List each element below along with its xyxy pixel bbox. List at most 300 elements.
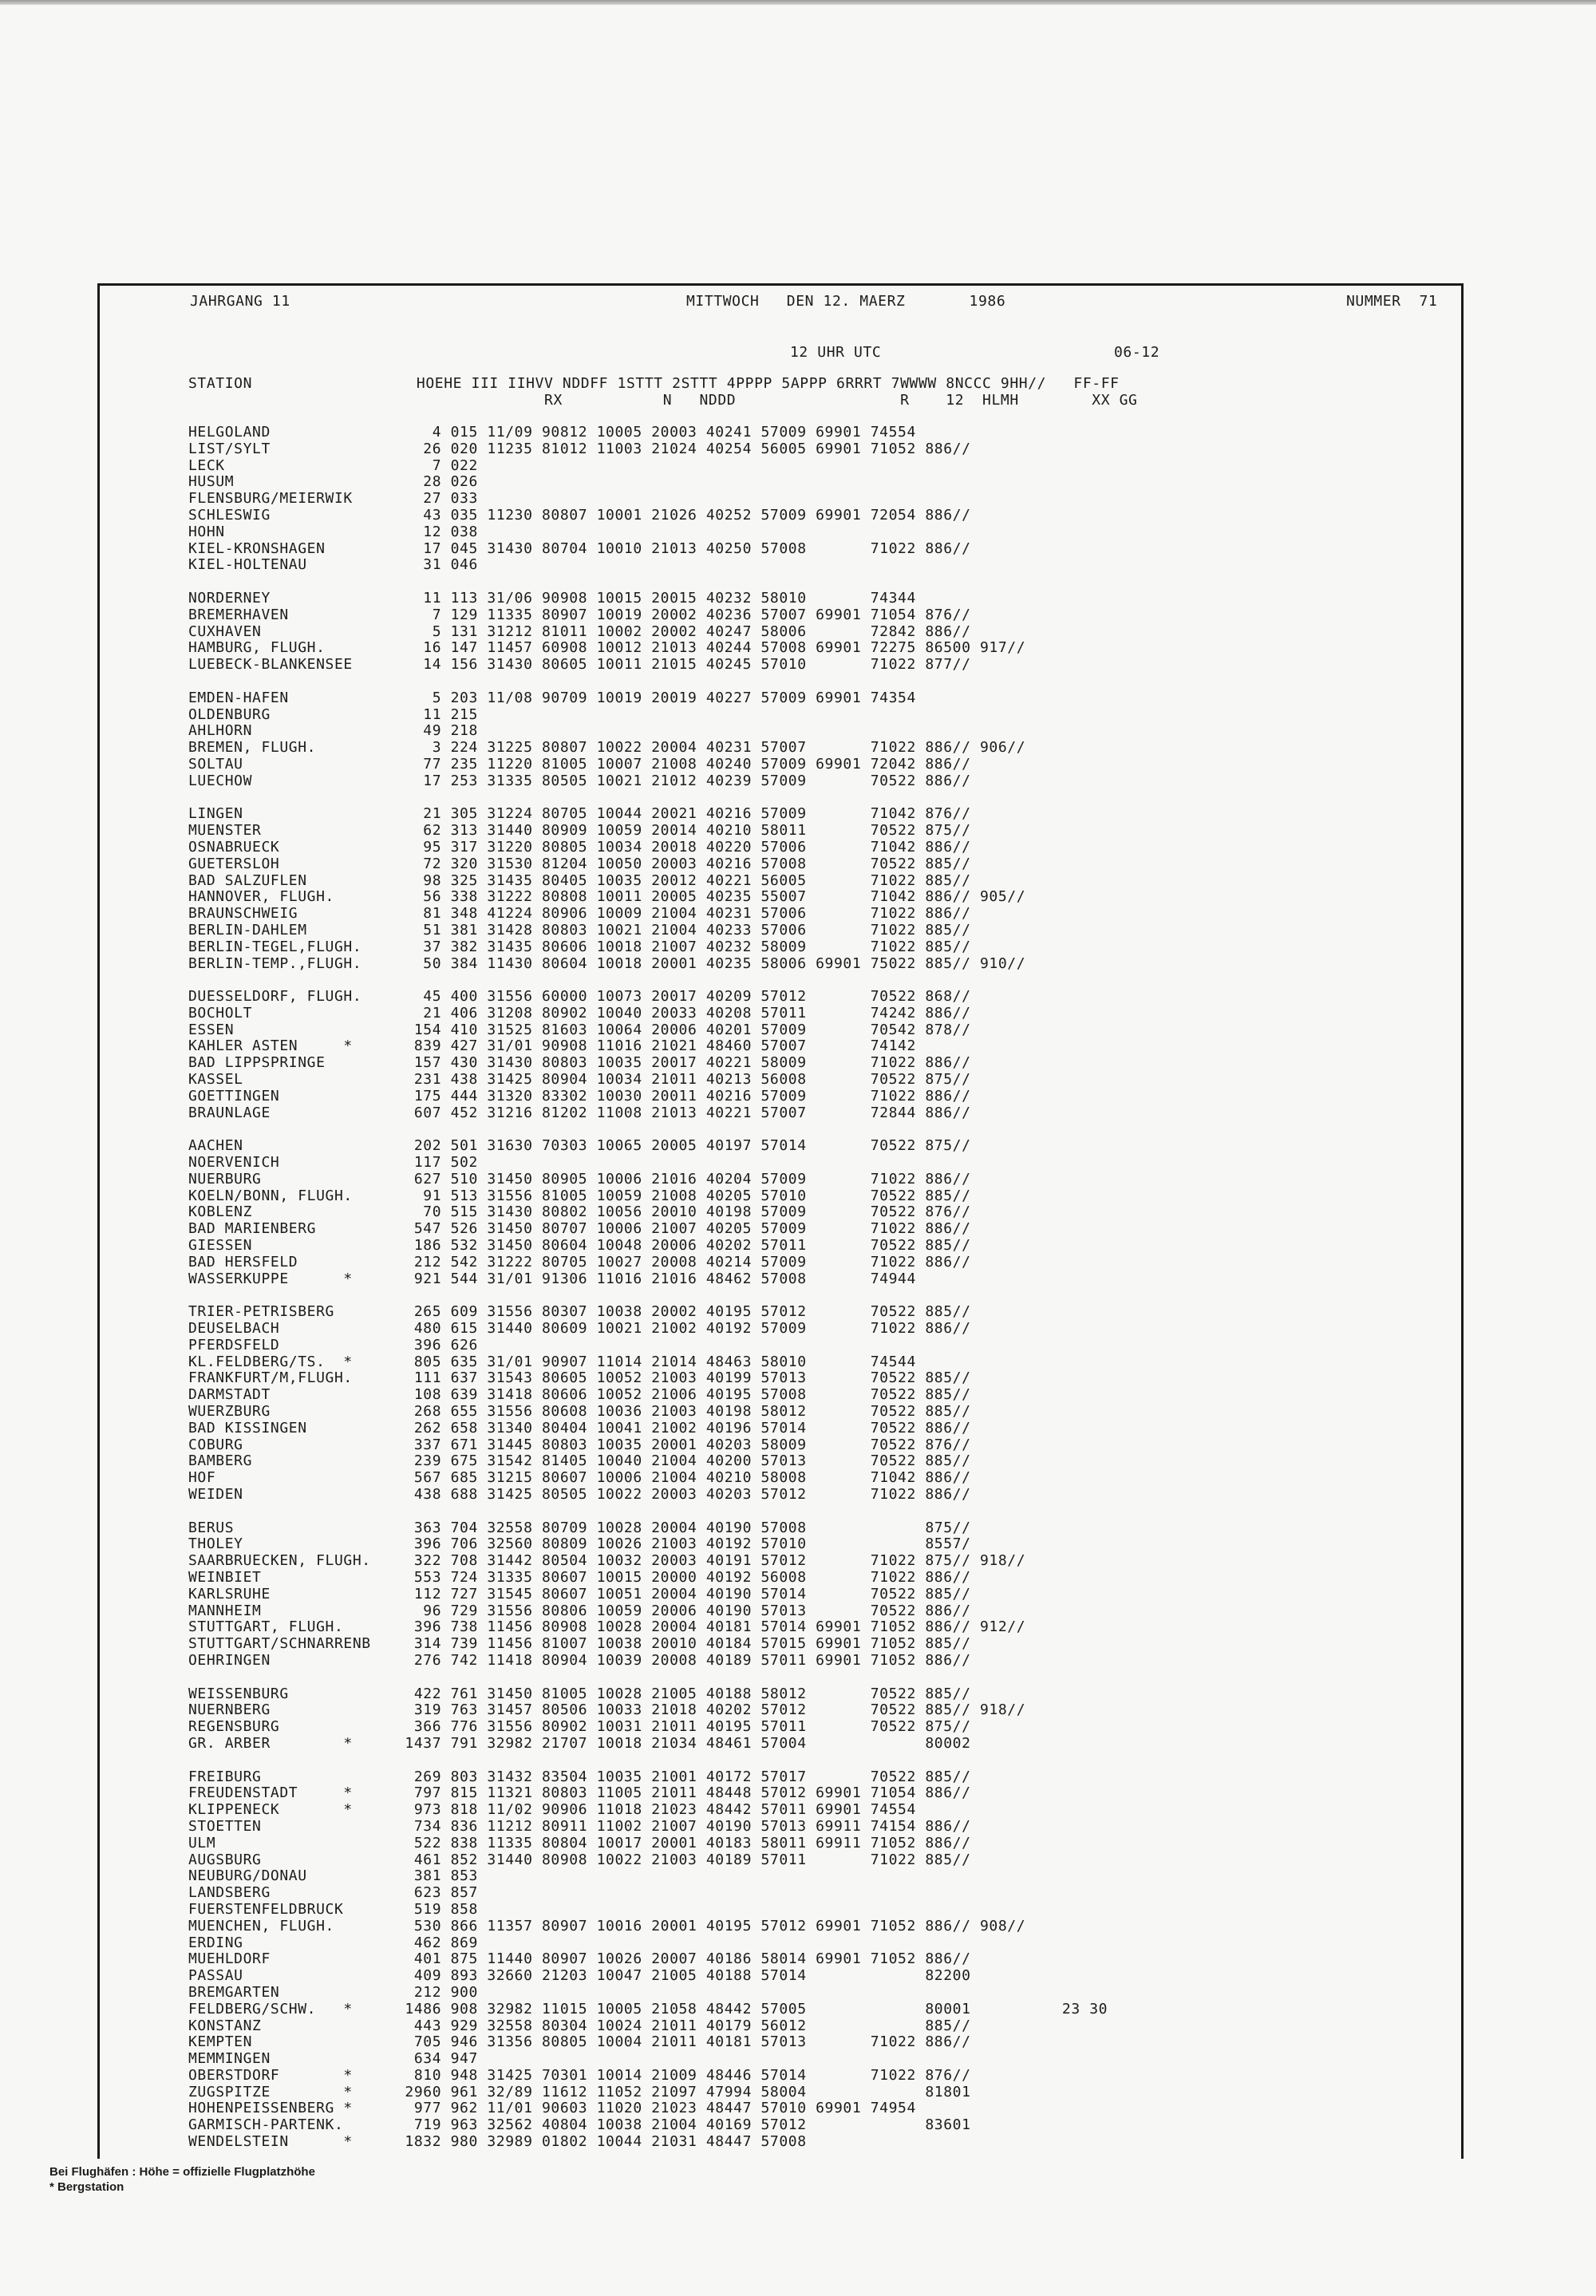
station-name: LUECHOW (188, 772, 253, 789)
station-name: KEMPTEN (188, 2033, 253, 2051)
station-codes: 530 866 11357 80907 10016 20001 40195 57012 69901 71052 886// 908// (396, 1917, 1026, 1934)
table-row (188, 739, 1026, 757)
station-name: COBURG (188, 1436, 243, 1453)
station-name: KOELN/BONN, FLUGH. (188, 1187, 353, 1204)
station-name: FELDBERG/SCHW. * (188, 2000, 353, 2017)
station-codes: 1832 980 32989 01802 10044 21031 48447 57008 (396, 2133, 807, 2151)
station-name: ESSEN (188, 1021, 235, 1038)
table-row (188, 1071, 971, 1089)
station-name: BAMBERG (188, 1452, 253, 1470)
station-name: STOETTEN (188, 1817, 262, 1835)
station-table (188, 424, 1108, 2151)
table-row (188, 855, 971, 873)
station-codes: 91 513 31556 81005 10059 21008 40205 57010 70522 885// (396, 1187, 971, 1204)
group-spacer (188, 574, 396, 591)
station-name: WEISSENBURG (188, 1685, 289, 1702)
station-name: NUERBURG (188, 1170, 262, 1188)
table-row (188, 1867, 478, 1885)
station-codes: 973 818 11/02 90906 11018 21023 48442 57011 69901 74554 (396, 1801, 916, 1819)
station-name: LINGEN (188, 805, 243, 823)
station-codes: 49 218 (396, 722, 478, 740)
station-name: ULM (188, 1834, 216, 1851)
station-name: NORDERNEY (188, 589, 271, 607)
station-codes: 11 215 (396, 705, 478, 723)
station-codes: 2960 961 32/89 11612 11052 21097 47994 58004 81801 (396, 2083, 971, 2100)
station-codes: 14 156 31430 80605 10011 21015 40245 57010 71022 877// (396, 656, 971, 674)
table-row (188, 1685, 971, 1703)
table-row (188, 772, 971, 790)
table-row (188, 705, 478, 724)
station-name: OLDENBURG (188, 705, 271, 723)
station-codes: 202 501 31630 70303 10065 20005 40197 57014 70522 875// (396, 1137, 971, 1155)
legend-mountain-note: * Bergstation (49, 2180, 124, 2194)
station-name: BRAUNSCHWEIG (188, 905, 298, 923)
table-row (188, 424, 916, 441)
station-codes: 112 727 31545 80607 10051 20004 40190 57014 70522 885// (396, 1585, 971, 1602)
table-row (188, 1452, 971, 1470)
station-name: BREMEN, FLUGH. (188, 739, 317, 757)
station-codes: 443 929 32558 80304 10024 21011 40179 56012 885// (396, 2017, 971, 2034)
station-name: FUERSTENFELDBRUCK (188, 1900, 344, 1918)
table-row (188, 1967, 971, 1985)
station-name: BAD SALZUFLEN (188, 871, 307, 889)
station-codes: 157 430 31430 80803 10035 20017 40221 58009 71022 886// (396, 1054, 971, 1072)
table-row (188, 440, 971, 458)
station-name: KLIPPENECK * (188, 1801, 353, 1819)
station-codes: 62 313 31440 80909 10059 20014 40210 58011 70522 875// (396, 822, 971, 840)
station-codes: 265 609 31556 80307 10038 20002 40195 57012 70522 885// (396, 1303, 971, 1321)
station-codes: 461 852 31440 80908 10022 21003 40189 57011 71022 885// (396, 1851, 971, 1868)
table-row (188, 1320, 971, 1338)
station-name: GARMISCH-PARTENK. (188, 2116, 344, 2134)
station-codes: 401 875 11440 80907 10026 20007 40186 58014 69901 71052 886// (396, 1950, 971, 1968)
table-row (188, 1568, 971, 1587)
table-row (188, 722, 478, 740)
station-codes: 21 406 31208 80902 10040 20033 40208 57011 74242 886// (396, 1004, 971, 1022)
station-codes: 111 637 31543 80605 10052 21003 40199 57013 70522 885// (396, 1369, 971, 1387)
station-codes: 12 038 (396, 523, 478, 540)
station-codes: 5 131 31212 81011 10002 20002 40247 58006 72842 886// (396, 622, 971, 640)
station-codes: 70 515 31430 80802 10056 20010 40198 57009 70522 876// (396, 1203, 971, 1221)
station-name: BRAUNLAGE (188, 1104, 271, 1121)
station-codes: 553 724 31335 80607 10015 20000 40192 56008 71022 886// (396, 1568, 971, 1586)
station-codes: 805 635 31/01 90907 11014 21014 48463 58010 74544 (396, 1353, 916, 1370)
table-row (188, 490, 478, 508)
table-row (188, 1950, 971, 1968)
station-codes: 154 410 31525 81603 10064 20006 40201 57009 70542 878// (396, 1021, 971, 1038)
station-name: SCHLESWIG (188, 506, 271, 524)
table-row (188, 1851, 971, 1869)
station-codes: 26 020 11235 81012 11003 21024 40254 56005 69901 71052 886// (396, 440, 971, 457)
station-codes: 705 946 31356 80805 10004 21011 40181 57013 71022 886// (396, 2033, 971, 2051)
station-name: FREUDENSTADT * (188, 1784, 353, 1802)
station-codes: 268 655 31556 80608 10036 21003 40198 58012 70522 885// (396, 1403, 971, 1421)
station-name: BERLIN-TEMP.,FLUGH. (188, 954, 362, 972)
station-codes: 522 838 11335 80804 10017 20001 40183 58011 69911 71052 886// (396, 1834, 971, 1851)
table-row (188, 539, 971, 558)
station-name: OEHRINGEN (188, 1651, 271, 1669)
station-codes: 3 224 31225 80807 10022 20004 40231 57007 71022 886// 906// (396, 739, 1026, 757)
station-codes: 27 033 (396, 490, 478, 508)
station-name: BAD KISSINGEN (188, 1419, 307, 1436)
station-codes: 607 452 31216 81202 11008 21013 40221 57007 72844 886// (396, 1104, 971, 1121)
station-name: LECK (188, 456, 225, 474)
table-row (188, 1187, 971, 1205)
table-row (188, 1535, 971, 1553)
station-name: AUGSBURG (188, 1851, 262, 1868)
table-row (188, 1486, 971, 1504)
station-name: WENDELSTEIN * (188, 2133, 353, 2151)
table-row (188, 1369, 971, 1387)
table-row (188, 1651, 971, 1670)
group-spacer (188, 1121, 396, 1138)
table-row (188, 1353, 916, 1371)
column-headers-line2: RX N NDDD R 12 HLMH XX GG (188, 392, 1138, 409)
table-row (188, 639, 1026, 657)
station-name: KIEL-KRONSHAGEN (188, 539, 326, 557)
table-row (188, 473, 478, 491)
station-name: THOLEY (188, 1535, 243, 1553)
station-codes: 422 761 31450 81005 10028 21005 40188 58012 70522 885// (396, 1685, 971, 1702)
station-codes: 77 235 11220 81005 10007 21008 40240 57009 69901 72042 886// (396, 755, 971, 773)
station-name: HAMBURG, FLUGH. (188, 639, 326, 657)
station-codes: 186 532 31450 80604 10048 20006 40202 57011 70522 885// (396, 1237, 971, 1255)
station-codes: 51 381 31428 80803 10021 21004 40233 57006 71022 885// (396, 921, 971, 939)
station-codes: 16 147 11457 60908 10012 21013 40244 57008 69901 72275 86500 917// (396, 639, 1026, 657)
station-codes: 396 706 32560 80809 10026 21003 40192 57010 8557/ (396, 1535, 971, 1553)
station-name: LUEBECK-BLANKENSEE (188, 656, 353, 674)
table-row (188, 556, 478, 574)
station-codes: 31 046 (396, 556, 478, 574)
station-name: KONSTANZ (188, 2017, 262, 2034)
table-row (188, 1087, 971, 1105)
station-name: REGENSBURG (188, 1718, 280, 1736)
table-row (188, 1419, 971, 1437)
station-name: AHLHORN (188, 722, 253, 740)
station-name: NUERNBERG (188, 1701, 271, 1719)
table-row (188, 689, 916, 707)
station-codes: 396 738 11456 80908 10028 20004 40181 57014 69901 71052 886// 912// (396, 1618, 1026, 1636)
column-headers-line1: STATION HOEHE III IIHVV NDDFF 1STTT 2STTT 4PPPP 5APPP 6RRRT 7WWWW 8NCCC 9HH// FF-FF (188, 375, 1120, 392)
station-codes: 212 542 31222 80705 10027 20008 40214 57009 71022 886// (396, 1253, 971, 1271)
station-name: DEUSELBACH (188, 1320, 280, 1338)
table-row (188, 1834, 971, 1852)
station-codes: 921 544 31/01 91306 11016 21016 48462 57008 74944 (396, 1270, 916, 1287)
station-codes: 98 325 31435 80405 10035 20012 40221 56005 71022 885// (396, 871, 971, 889)
group-spacer (188, 1504, 396, 1520)
station-codes: 21 305 31224 80705 10044 20021 40216 57009 71042 876// (396, 805, 971, 823)
station-codes: 314 739 11456 81007 10038 20010 40184 57015 69901 71052 885// (396, 1635, 971, 1653)
station-codes: 519 858 (396, 1900, 478, 1918)
station-codes: 72 320 31530 81204 10050 20003 40216 57008 70522 885// (396, 855, 971, 872)
station-codes: 17 253 31335 80505 10021 21012 40239 57009 70522 886// (396, 772, 971, 789)
date-label: MITTWOCH DEN 12. MAERZ 1986 (686, 293, 1006, 310)
table-row (188, 1303, 971, 1321)
station-name: HANNOVER, FLUGH. (188, 888, 334, 906)
station-name: BAD LIPPSPRINGE (188, 1054, 326, 1072)
station-codes: 363 704 32558 80709 10028 20004 40190 57008 875// (396, 1519, 971, 1536)
table-row (188, 1469, 971, 1487)
station-codes: 810 948 31425 70301 10014 21009 48446 57014 71022 876// (396, 2066, 971, 2084)
table-row (188, 1602, 971, 1620)
station-name: TRIER-PETRISBERG (188, 1303, 334, 1321)
station-codes: 5 203 11/08 90709 10019 20019 40227 57009 69901 74354 (396, 689, 916, 706)
station-name: FRANKFURT/M,FLUGH. (188, 1369, 353, 1387)
station-name: SOLTAU (188, 755, 243, 773)
station-name: ERDING (188, 1934, 243, 1951)
station-name: EMDEN-HAFEN (188, 689, 289, 706)
station-codes: 45 400 31556 60000 10073 20017 40209 57012 70522 868// (396, 988, 971, 1006)
station-name: FREIBURG (188, 1768, 262, 1785)
jahrgang-label: JAHRGANG 11 (190, 293, 290, 310)
station-name: KASSEL (188, 1071, 243, 1089)
table-row (188, 1718, 971, 1736)
station-name: STUTTGART, FLUGH. (188, 1618, 344, 1636)
station-name: NOERVENICH (188, 1154, 280, 1172)
group-spacer (188, 1670, 396, 1686)
station-codes: 17 045 31430 80704 10010 21013 40250 57008 71022 886// (396, 539, 971, 557)
table-row (188, 1934, 478, 1952)
station-codes: 1437 791 32982 21707 10018 21034 48461 57004 80002 (396, 1734, 971, 1752)
station-codes: 4 015 11/09 90812 10005 20003 40241 57009 69901 74554 (396, 424, 916, 441)
table-row (188, 1403, 971, 1421)
station-codes: 175 444 31320 83302 10030 20011 40216 57009 71022 886// (396, 1087, 971, 1105)
station-name: MUEHLDORF (188, 1950, 271, 1968)
table-row (188, 456, 478, 475)
table-row (188, 2116, 971, 2134)
station-name: AACHEN (188, 1137, 243, 1155)
station-name: HOF (188, 1469, 216, 1487)
station-codes: 43 035 11230 80807 10001 21026 40252 57009 69901 72054 886// (396, 506, 971, 524)
station-codes: 409 893 32660 21203 10047 21005 40188 57014 82200 (396, 1967, 971, 1985)
time-label: 12 UHR UTC (790, 344, 882, 361)
table-row (188, 1635, 971, 1653)
group-spacer (188, 674, 396, 690)
table-row (188, 1900, 478, 1919)
station-codes: 319 763 31457 80506 10033 21018 40202 57012 70522 885// 918// (396, 1701, 1026, 1719)
station-codes: 276 742 11418 80904 10039 20008 40189 57011 69901 71052 886// (396, 1651, 971, 1669)
table-row (188, 2050, 478, 2068)
station-name: KIEL-HOLTENAU (188, 556, 307, 574)
range-label: 06-12 (1114, 344, 1160, 361)
station-codes: 37 382 31435 80606 10018 21007 40232 58009 71022 885// (396, 938, 971, 955)
station-name: KAHLER ASTEN * (188, 1037, 353, 1055)
table-row (188, 1386, 971, 1404)
table-row (188, 1253, 971, 1271)
table-row (188, 2000, 1108, 2018)
table-row (188, 905, 971, 923)
station-name: BERLIN-TEGEL,FLUGH. (188, 938, 362, 955)
station-codes: 7 022 (396, 456, 478, 474)
station-name: ZUGSPITZE * (188, 2083, 353, 2100)
station-codes: 108 639 31418 80606 10052 21006 40195 57008 70522 885// (396, 1386, 971, 1404)
station-name: HOHN (188, 523, 225, 540)
table-row (188, 1104, 971, 1122)
station-name: PASSAU (188, 1967, 243, 1985)
station-name: GOETTINGEN (188, 1087, 280, 1105)
table-row (188, 1618, 1026, 1636)
station-codes: 839 427 31/01 90908 11016 21021 48460 57007 74142 (396, 1037, 916, 1055)
table-row (188, 1768, 971, 1786)
table-row (188, 656, 971, 674)
station-name: BAD MARIENBERG (188, 1220, 317, 1238)
station-name: MEMMINGEN (188, 2050, 271, 2068)
station-name: GIESSEN (188, 1237, 253, 1255)
station-codes: 212 900 (396, 1983, 478, 2001)
table-row (188, 1054, 971, 1072)
group-spacer (188, 972, 396, 989)
table-row (188, 1784, 971, 1802)
station-name: FLENSBURG/MEIERWIK (188, 490, 353, 508)
table-row (188, 2033, 971, 2051)
table-row (188, 871, 971, 890)
station-name: KOBLENZ (188, 1203, 253, 1221)
table-row (188, 1037, 916, 1055)
station-name: WEINBIET (188, 1568, 262, 1586)
table-row (188, 1585, 971, 1603)
group-spacer (188, 1287, 396, 1304)
table-row (188, 589, 916, 607)
station-codes: 438 688 31425 80505 10022 20003 40203 57012 71022 886// (396, 1486, 971, 1503)
station-name: DARMSTADT (188, 1386, 271, 1404)
table-row (188, 1021, 971, 1039)
station-codes: 269 803 31432 83504 10035 21001 40172 57017 70522 885// (396, 1768, 971, 1785)
station-name: HUSUM (188, 473, 235, 491)
scan-edge (0, 0, 1596, 5)
station-codes: 627 510 31450 80905 10006 21016 40204 57009 71022 886// (396, 1170, 971, 1188)
station-name: BAD HERSFELD (188, 1253, 298, 1271)
station-codes: 7 129 11335 80907 10019 20002 40236 57007 69901 71054 876// (396, 606, 971, 623)
station-codes: 480 615 31440 80609 10021 21002 40192 57009 71022 886// (396, 1320, 971, 1338)
station-codes: 117 502 (396, 1154, 478, 1172)
station-name: BERUS (188, 1519, 235, 1536)
station-codes: 50 384 11430 80604 10018 20001 40235 58006 69901 75022 885// 910// (396, 954, 1026, 972)
station-codes: 262 658 31340 80404 10041 21002 40196 57014 70522 886// (396, 1419, 971, 1436)
station-codes: 337 671 31445 80803 10035 20001 40203 58009 70522 876// (396, 1436, 971, 1453)
station-codes: 734 836 11212 80911 11002 21007 40190 57013 69911 74154 886// (396, 1817, 971, 1835)
station-codes: 977 962 11/01 90603 11020 21023 48447 57010 69901 74954 (396, 2100, 916, 2117)
station-name: KL.FELDBERG/TS. * (188, 1353, 353, 1370)
table-row (188, 2066, 971, 2085)
table-row (188, 1734, 971, 1753)
station-codes: 634 947 (396, 2050, 478, 2068)
table-row (188, 888, 1026, 906)
table-row (188, 1220, 971, 1238)
table-row (188, 2100, 916, 2117)
table-row (188, 1917, 1026, 1935)
station-name: SAARBRUECKEN, FLUGH. (188, 1552, 371, 1570)
station-name: KARLSRUHE (188, 1585, 271, 1602)
table-row (188, 1154, 478, 1172)
table-row (188, 1170, 971, 1188)
station-name: STUTTGART/SCHNARRENB (188, 1635, 371, 1653)
station-codes: 322 708 31442 80504 10032 20003 40191 57012 71022 875// 918// (396, 1552, 1026, 1570)
station-name: CUXHAVEN (188, 622, 262, 640)
station-codes: 623 857 (396, 1884, 478, 1902)
table-row (188, 805, 971, 823)
table-row (188, 1436, 971, 1454)
table-row (188, 1519, 971, 1537)
table-row (188, 1801, 916, 1819)
table-row (188, 938, 971, 956)
table-row (188, 1336, 478, 1354)
station-codes: 81 348 41224 80906 10009 21004 40231 57006 71022 886// (396, 905, 971, 923)
table-row (188, 622, 971, 641)
legend (49, 2164, 315, 2195)
station-name: GR. ARBER * (188, 1734, 353, 1752)
station-name: WASSERKUPPE * (188, 1270, 353, 1287)
station-codes: 96 729 31556 80806 10059 20006 40190 57013 70522 886// (396, 1602, 971, 1619)
table-row (188, 755, 971, 773)
table-row (188, 921, 971, 939)
station-codes: 366 776 31556 80902 10031 21011 40195 57011 70522 875// (396, 1718, 971, 1736)
table-row (188, 1983, 478, 2002)
table-row (188, 606, 971, 624)
station-name: HOHENPEISSENBERG * (188, 2100, 353, 2117)
table-row (188, 2133, 807, 2151)
station-codes: 797 815 11321 80803 11005 21011 48448 57012 69901 71054 886// (396, 1784, 971, 1802)
station-codes: 56 338 31222 80808 10011 20005 40235 55007 71042 886// 905// (396, 888, 1026, 906)
station-codes: 1486 908 32982 11015 10005 21058 48442 57005 80001 23 30 (396, 2000, 1108, 2017)
table-row (188, 822, 971, 840)
station-name: NEUBURG/DONAU (188, 1867, 307, 1885)
station-name: MUENSTER (188, 822, 262, 840)
station-name: BERLIN-DAHLEM (188, 921, 307, 939)
station-codes: 239 675 31542 81405 10040 21004 40200 57013 70522 885// (396, 1452, 971, 1470)
station-name: BREMERHAVEN (188, 606, 289, 623)
table-row (188, 2083, 971, 2101)
station-name: MUENCHEN, FLUGH. (188, 1917, 334, 1934)
table-row (188, 1137, 971, 1155)
table-row (188, 954, 1026, 973)
station-name: LANDSBERG (188, 1884, 271, 1902)
station-name: GUETERSLOH (188, 855, 280, 872)
station-name: MANNHEIM (188, 1602, 262, 1619)
table-row (188, 988, 971, 1006)
station-codes: 462 869 (396, 1934, 478, 1951)
station-name: HELGOLAND (188, 424, 271, 441)
station-name: PFERDSFELD (188, 1336, 280, 1353)
table-row (188, 1817, 971, 1836)
table-row (188, 1552, 1026, 1570)
station-codes: 231 438 31425 80904 10034 21011 40213 56008 70522 875// (396, 1071, 971, 1089)
station-codes: 396 626 (396, 1336, 478, 1353)
table-row (188, 506, 971, 524)
table-row (188, 1701, 1026, 1719)
station-name: WUERZBURG (188, 1403, 271, 1421)
table-row (188, 1270, 916, 1288)
group-spacer (188, 1753, 396, 1769)
station-name: DUESSELDORF, FLUGH. (188, 988, 362, 1006)
station-codes: 381 853 (396, 1867, 478, 1885)
station-name: OBERSTDORF * (188, 2066, 353, 2084)
legend-airport-note: Bei Flughäfen : Höhe = offizielle Flugplatzhöhe (49, 2165, 315, 2179)
station-name: LIST/SYLT (188, 440, 271, 457)
table-row (188, 523, 478, 541)
table-row (188, 1004, 971, 1022)
issue-number: NUMMER 71 (1346, 293, 1438, 310)
station-name: BREMGARTEN (188, 1983, 280, 2001)
station-name: WEIDEN (188, 1486, 243, 1503)
table-row (188, 838, 971, 856)
station-codes: 11 113 31/06 90908 10015 20015 40232 58010 74344 (396, 589, 916, 607)
table-row (188, 2017, 971, 2035)
table-row (188, 1237, 971, 1255)
station-codes: 719 963 32562 40804 10038 21004 40169 57012 83601 (396, 2116, 971, 2134)
station-codes: 567 685 31215 80607 10006 21004 40210 58008 71042 886// (396, 1469, 971, 1487)
table-row (188, 1203, 971, 1221)
table-row (188, 1884, 478, 1902)
